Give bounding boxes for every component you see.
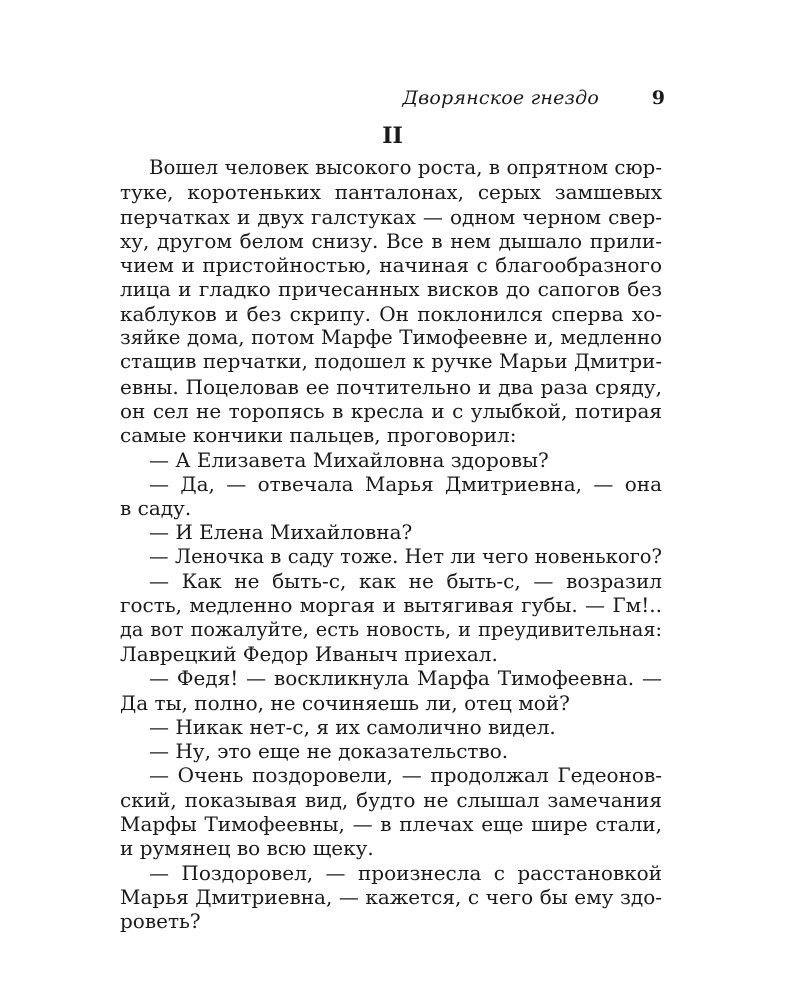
text-line: стащив перчатки, подошел к ручке Марьи Дмитри-: [120, 350, 662, 374]
text-line: — Никак нет-с, я их самолично видел.: [149, 714, 556, 739]
body-text: [120, 156, 662, 934]
text-line: гость, медленно моргая и вытягивая губы. — Гм!..: [120, 593, 662, 618]
text-line: — А Елизавета Михайловна здоровы?: [149, 447, 549, 472]
text-line: туке, коротеньких панталонах, серых замшевых: [120, 180, 662, 205]
text-line: — Ну, это еще не доказательство.: [149, 739, 509, 764]
text-line: да вот пожалуйте, есть новость, и преудивительная:: [120, 617, 662, 641]
text-line: роветь?: [120, 909, 201, 934]
text-line: он сел не торопясь в кресла и с улыбкой, потирая: [120, 398, 662, 423]
text-line: ху, другом белом снизу. Все в нем дышало прили-: [120, 228, 662, 253]
running-head: [120, 86, 665, 110]
text-line: и румянец во всю щеку.: [120, 836, 374, 861]
text-line: — Как не быть-с, как не быть-с, — возразил: [149, 569, 662, 594]
chapter-heading: II: [382, 123, 403, 149]
text-line: — Да, — отвечала Марья Дмитриевна, — она: [149, 471, 662, 496]
running-title: Дворянское гнездо: [402, 87, 599, 109]
text-line: чием и пристойностью, начиная с благообразного: [120, 253, 662, 278]
text-line: — Федя! — воскликнула Марфа Тимофеевна. —: [149, 666, 662, 691]
text-line: — Леночка в саду тоже. Нет ли чего новенького?: [149, 544, 662, 568]
text-line: Вошел человек высокого роста, в опрятном сюр-: [149, 156, 662, 179]
text-line: ский, показывая вид, будто не слышал замечания: [120, 787, 662, 812]
text-line: Лаврецкий Федор Иваныч приехал.: [120, 641, 498, 666]
text-line: — Очень поздоровели, — продолжал Гедеонов-: [149, 763, 662, 788]
text-line: лица и гладко причесанных висков до сапогов без: [120, 277, 662, 302]
text-line: каблуков и без скрипу. Он поклонился сперва хо-: [120, 301, 662, 326]
text-line: в саду.: [120, 496, 192, 521]
text-line: Марфы Тимофеевны, — в плечах еще шире стали,: [120, 812, 662, 837]
text-line: — Поздоровел, — произнесла с расстановкой: [149, 860, 662, 885]
page-number: 9: [651, 87, 665, 109]
text-line: Да ты, полно, не сочиняешь ли, отец мой?: [120, 690, 570, 715]
text-line: — И Елена Михайловна?: [149, 520, 413, 545]
text-line: перчатках и двух галстуках — одном черном свер-: [120, 204, 662, 229]
text-line: евны. Поцеловав ее почтительно и два раза сряду,: [120, 374, 662, 399]
text-line: Марья Дмитриевна, — кажется, с чего бы ему здо-: [120, 884, 662, 909]
text-line: самые кончики пальцев, проговорил:: [120, 423, 517, 448]
text-line: зяйке дома, потом Марфе Тимофеевне и, медленно: [120, 326, 662, 350]
